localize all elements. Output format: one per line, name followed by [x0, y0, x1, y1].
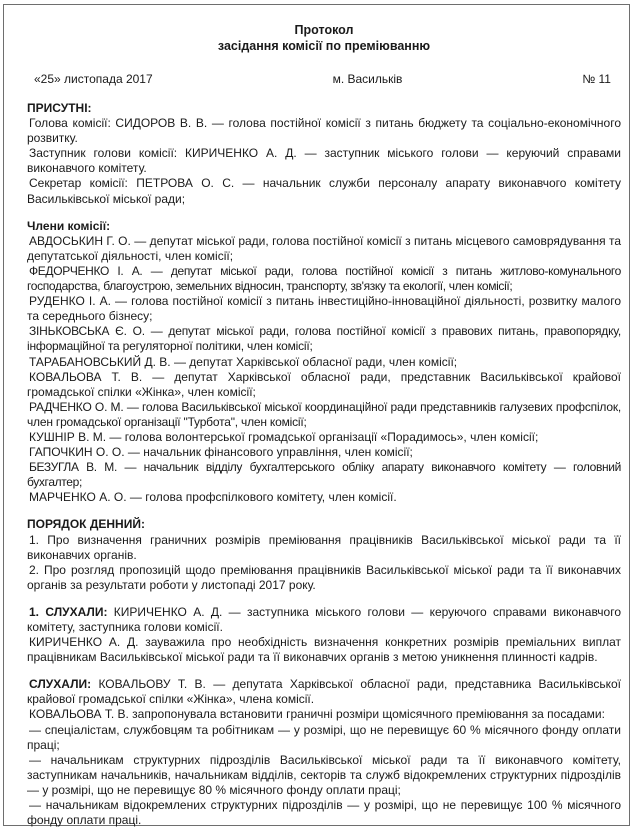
agenda-item: 2. Про розгляд пропозицій щодо преміювання працівників Васильківської міської ради та її виконавчих органів за результати роботи у листопаді 2017 року. — [27, 562, 621, 592]
member-item: КУШНІР В. М. — голова волонтерської громадської організації «Порадимось», член комісії; — [29, 429, 539, 444]
protocol-meta — [27, 72, 621, 87]
protocol-city: м. Васильків — [332, 72, 403, 86]
document-subtitle: засідання комісії по преміюванню — [217, 39, 431, 53]
heard-2-text: КОВАЛЬОВУ Т. В. — депутата Харківської обласної ради, представника Васильківської крайової громадської спілки «Жінка», члена комісії. — [27, 677, 621, 707]
member-item: РУДЕНКО І. А. — голова постійної комісії з питань інвестиційно-інноваційної діяльності, розвитку малого та середнього бізнесу; — [27, 294, 621, 324]
member-item: БЕЗУГЛА В. М. — начальник відділу бухгалтерського обліку апарату виконавчого комітету — головний бухгалтер; — [27, 460, 621, 490]
agenda-item: 1. Про визначення граничних розмірів преміювання працівників Васильківської міської ради та її виконавчих органів. — [27, 532, 621, 562]
member-item: КОВАЛЬОВА Т. В. — депутат Харківської обласної ради, представник Васильківської крайової громадської спілки «Жінка», член комісії; — [27, 369, 621, 399]
present-heading: ПРИСУТНІ: — [27, 101, 92, 115]
present-deputy: Заступник голови комісії: КИРИЧЕНКО А. Д. — заступник міського голови — керуючий справами виконавчого комітету. — [27, 146, 621, 176]
premium-item: — начальникам відокремлених структурних підрозділів — у розмірі, що не перевищує 100 % місячного фонду оплати праці. — [27, 798, 621, 828]
document-title: Протокол — [294, 23, 354, 37]
member-item: ФЕДОРЧЕНКО І. А. — депутат міської ради, голова постійної комісії з питань житлово-комунального господарства, благоустрою, земельних відносин, транспорту, зв'язку та екології, член комісії; — [27, 263, 621, 294]
present-chair: Голова комісії: СИДОРОВ В. В. — голова постійної комісії з питань бюджету та соціально-економічного розвитку. — [27, 116, 621, 146]
heard-1-text: КИРИЧЕНКО А. Д. — заступника міського голови — керуючого справами виконавчого комітету, заступника голови комісії. — [27, 604, 621, 634]
agenda-heading: ПОРЯДОК ДЕННИЙ: — [27, 517, 145, 532]
member-item: ТАРАБАНОВСЬКИЙ Д. В. — депутат Харківської обласної ради, член комісії; — [29, 354, 458, 369]
heard-1-body: КИРИЧЕНКО А. Д. зауважила про необхідність визначення конкретних розмірів преміальних виплат працівникам Васильківської міської ради та її виконавчих органів з метою уникнення плинності кадрів. — [27, 635, 621, 665]
member-item: РАДЧЕНКО О. М. — голова Васильківської міської координаційної ради представників галузевих профспілок, член громадської організації "Турбота", член комісії; — [27, 399, 621, 429]
heard-1 — [27, 605, 621, 635]
protocol-number: № 11 — [582, 72, 611, 86]
member-item: ГАПОЧКИН О. О. — начальник фінансового управління, член комісії; — [29, 445, 413, 460]
member-item: ЗІНЬКОВСЬКА Є. О. — депутат міської ради, голова постійної комісії з правових питань, правопорядку, інформаційної та регуляторної політики, член комісії; — [27, 324, 621, 354]
heard-1-label: 1. СЛУХАЛИ: — [29, 604, 108, 619]
member-item: АВДОСЬКИН Г. О. — депутат міської ради, голова постійної комісії з питань місцевого самоврядування та депутатської діяльності, член комісії; — [27, 233, 621, 263]
premium-item: — спеціалістам, службовцям та робітникам — у розмірі, що не перевищує 60 % місячного фонду оплати праці; — [27, 722, 621, 752]
protocol-content — [27, 22, 621, 828]
present-secretary: Секретар комісії: ПЕТРОВА О. С. — начальник служби персоналу апарату виконавчого комітету Васильківської міської ради; — [27, 176, 621, 206]
heard-2 — [27, 677, 621, 707]
premium-item: — начальникам структурних підрозділів Васильківської міської ради та її виконавчого комітету, заступникам начальників, начальникам відділів, секторів та служб відокремлених структурних підрозділів — у розмірі, що не перевищує 80 % місячного фонду оплати праці; — [27, 752, 621, 797]
heard-2-label: СЛУХАЛИ: — [29, 677, 92, 692]
members-heading: Члени комісії: — [27, 218, 111, 233]
protocol-date: «25» листопада 2017 — [34, 72, 153, 86]
member-item: МАРЧЕНКО А. О. — голова профспілкового комітету, член комісії. — [29, 490, 397, 505]
heard-2-body: КОВАЛЬОВА Т. В. запропонувала встановити граничні розміри щомісячного преміювання за посадами: — [29, 707, 605, 722]
